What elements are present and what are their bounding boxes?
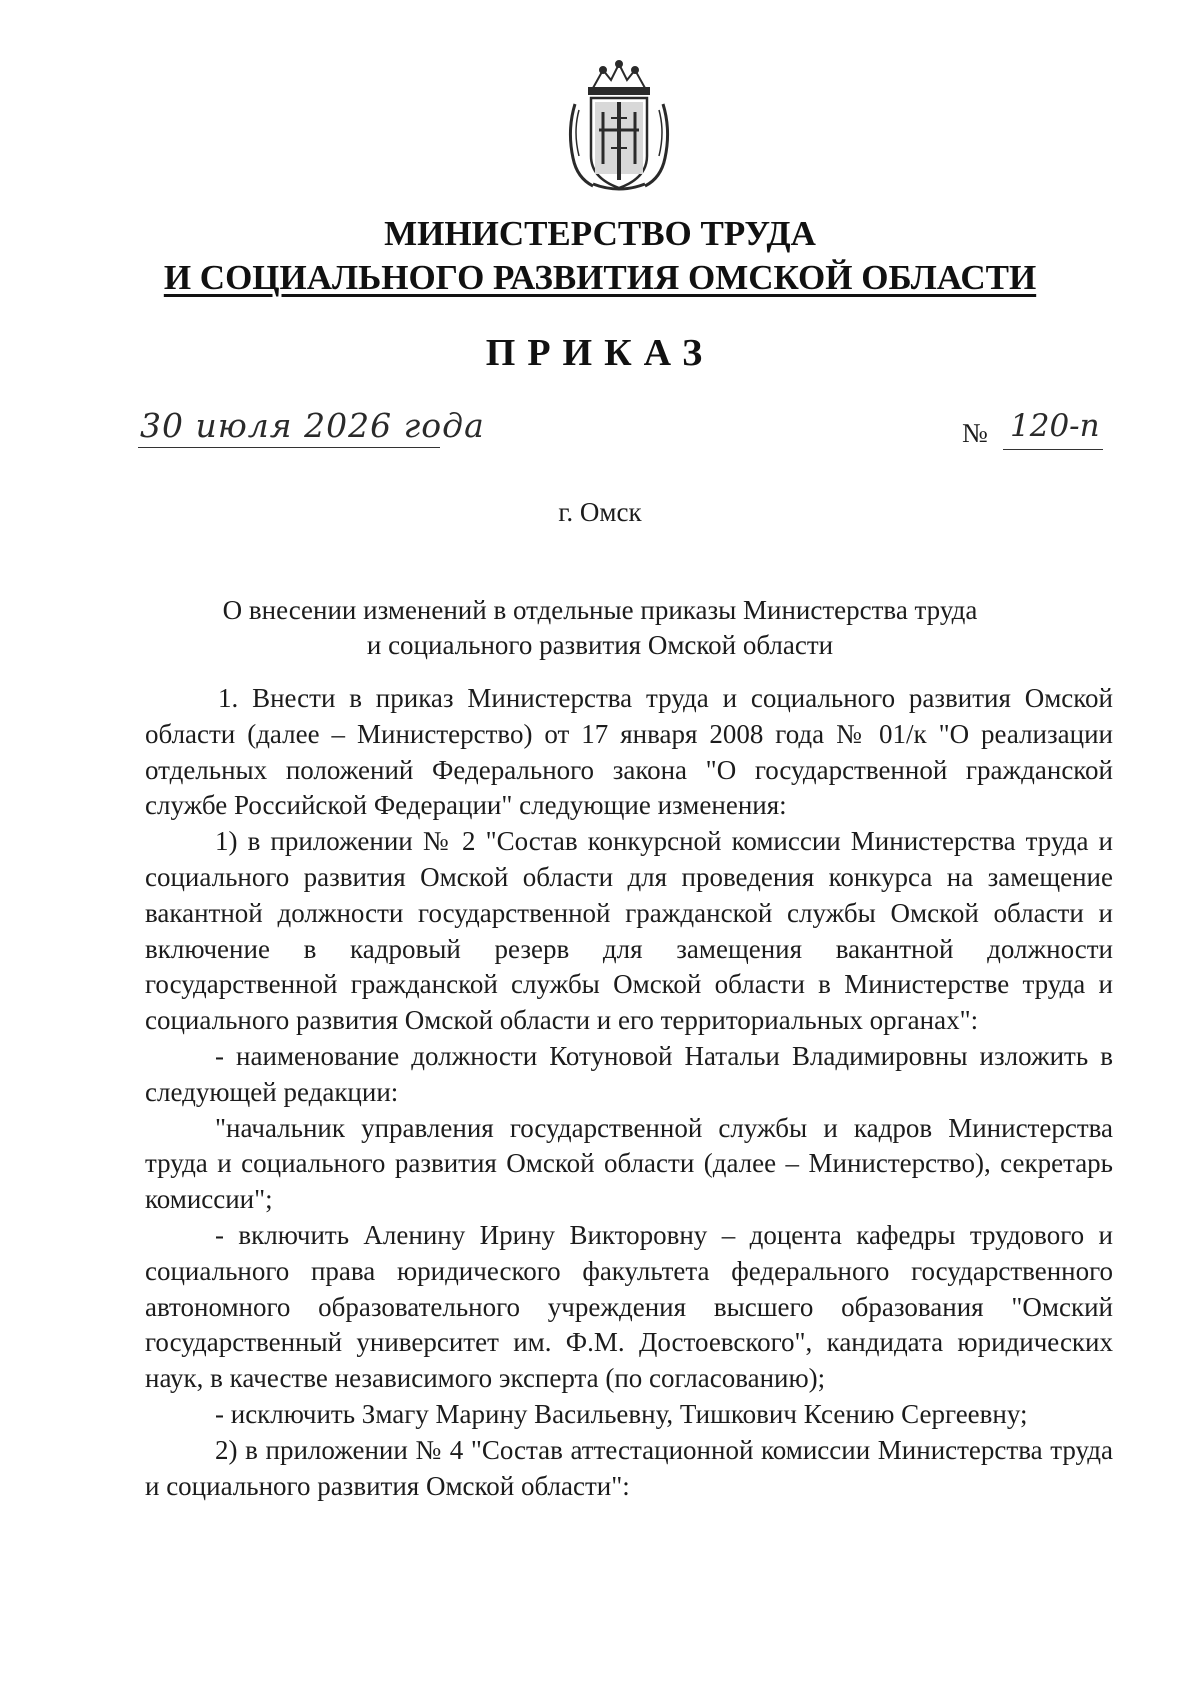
order-number-label: № (962, 418, 988, 448)
paragraph-5: - включить Аленину Ирину Викторовну – доцента кафедры трудового и социального права юридического факультета федерального государственного автономного образовательного учреждения высшего образования "Омский государственный университет им. Ф.М. Достоевского", кандидата юридических наук, в качестве независимого эксперта (по согласованию); (145, 1219, 1113, 1394)
document-type-heading: ПРИКАЗ (485, 332, 715, 374)
paragraph-3: - наименование должности Котуновой Натальи Владимировны изложить в следующей редакции: (145, 1040, 1113, 1107)
date-underline (138, 447, 440, 448)
ministry-title-line2: И СОЦИАЛЬНОГО РАЗВИТИЯ ОМСКОЙ ОБЛАСТИ (163, 258, 1037, 297)
ministry-title-line1: МИНИСТЕРСТВО ТРУДА (384, 214, 816, 253)
paragraph-2: 1) в приложении № 2 "Состав конкурсной комиссии Министерства труда и социального развития Омской области для проведения конкурса на замещение вакантной должности государственной гражданской службы Омской области и включение в кадровый резерв для замещения вакантной должности государственной гражданской службы Омской области в Министерстве труда и социального развития Омской области и его территориальных органах": (145, 826, 1113, 1036)
paragraph-6: - исключить Змагу Марину Васильевну, Тишкович Ксению Сергеевну; (215, 1398, 1028, 1429)
order-date-handwritten: 30 июля 2026 года (140, 406, 485, 445)
order-subject (200, 593, 1000, 663)
paragraph-7: 2) в приложении № 4 "Состав аттестационной комиссии Министерства труда и социального развития Омской области": (145, 1434, 1113, 1501)
subject-line2: и социального развития Омской области (366, 630, 834, 660)
subject-line1: О внесении изменений в отдельные приказы Министерства труда (222, 595, 978, 625)
order-number-handwritten: 120-п (1010, 408, 1100, 444)
city-name: г. Омск (558, 497, 642, 527)
paragraph-4: "начальник управления государственной службы и кадров Министерства труда и социального развития Омской области (далее – Министерство), секретарь комиссии"; (145, 1112, 1113, 1215)
number-underline (1003, 449, 1103, 450)
coat-of-arms-emblem (563, 60, 675, 193)
paragraph-1: 1. Внести в приказ Министерства труда и социального развития Омской области (далее – Министерство) от 17 января 2008 года № 01/к "О реализации отдельных положений Федерального закона "О государственной гражданской службе Российской Федерации" следующие изменения: (145, 683, 1113, 821)
order-body (145, 681, 1113, 1504)
